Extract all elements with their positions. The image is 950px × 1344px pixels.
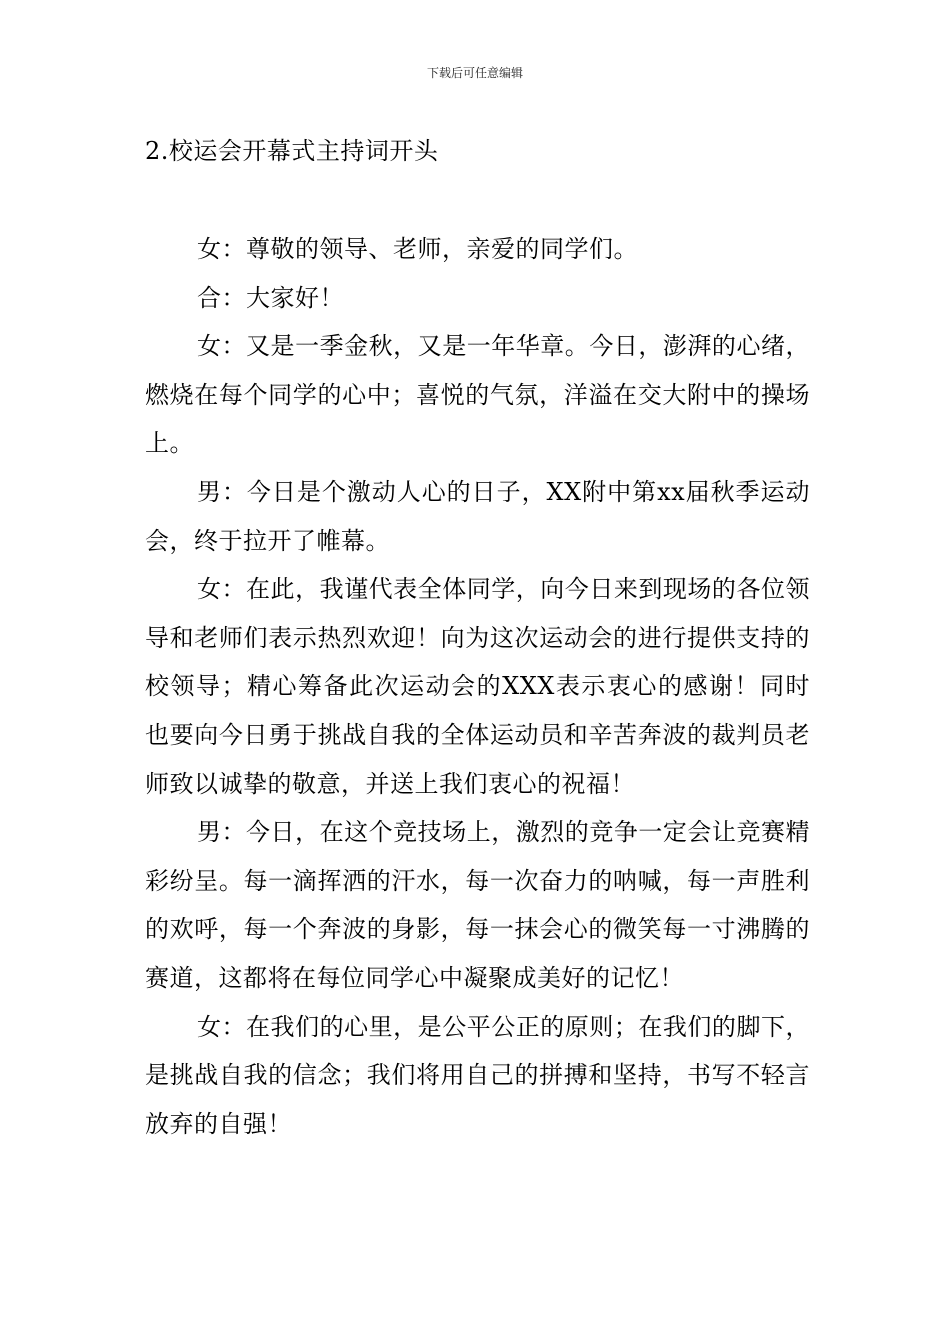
page-header-note: 下载后可任意编辑 (426, 66, 523, 80)
paragraph-autumn: 女：又是一季金秋，又是一年华章。今日，澎湃的心绪，燃烧在每个同学的心中；喜悦的气氛，洋溢在交大附中的操场上。 (145, 332, 810, 458)
paragraph-greeting: 女：尊敬的领导、老师，亲爱的同学们。 (197, 235, 638, 263)
paragraph-together: 合：大家好！ (197, 283, 344, 312)
document-title: 2.校运会开幕式主持词开头 (145, 137, 439, 165)
paragraph-competition: 男：今日，在这个竞技场上，激烈的竞争一定会让竞赛精彩纷呈。每一滴挥洒的汗水，每一次奋力的呐喊，每一声胜利的欢呼，每一个奔波的身影，每一抹会心的微笑每一寸沸腾的赛道，这都将在每位同学心中凝聚成美好的记忆！ (145, 818, 810, 992)
paragraph-welcome: 女：在此，我谨代表全体同学，向今日来到现场的各位领导和老师们表示热烈欢迎！向为这次运动会的进行提供支持的校领导；精心筹备此次运动会的XXX表示衷心的感谢！同时也要向今日勇于挑战自我的全体运动员和辛苦奔波的裁判员老师致以诚挚的敬意，并送上我们衷心的祝福！ (145, 575, 810, 798)
paragraph-opening: 男：今日是个激动人心的日子，XX附中第xx届秋季运动会，终于拉开了帷幕。 (145, 477, 810, 555)
document-body (145, 225, 810, 1148)
paragraph-fairness: 女：在我们的心里，是公平公正的原则；在我们的脚下，是挑战自我的信念；我们将用自己的拼搏和坚持，书写不轻言放弃的自强！ (145, 1012, 810, 1138)
